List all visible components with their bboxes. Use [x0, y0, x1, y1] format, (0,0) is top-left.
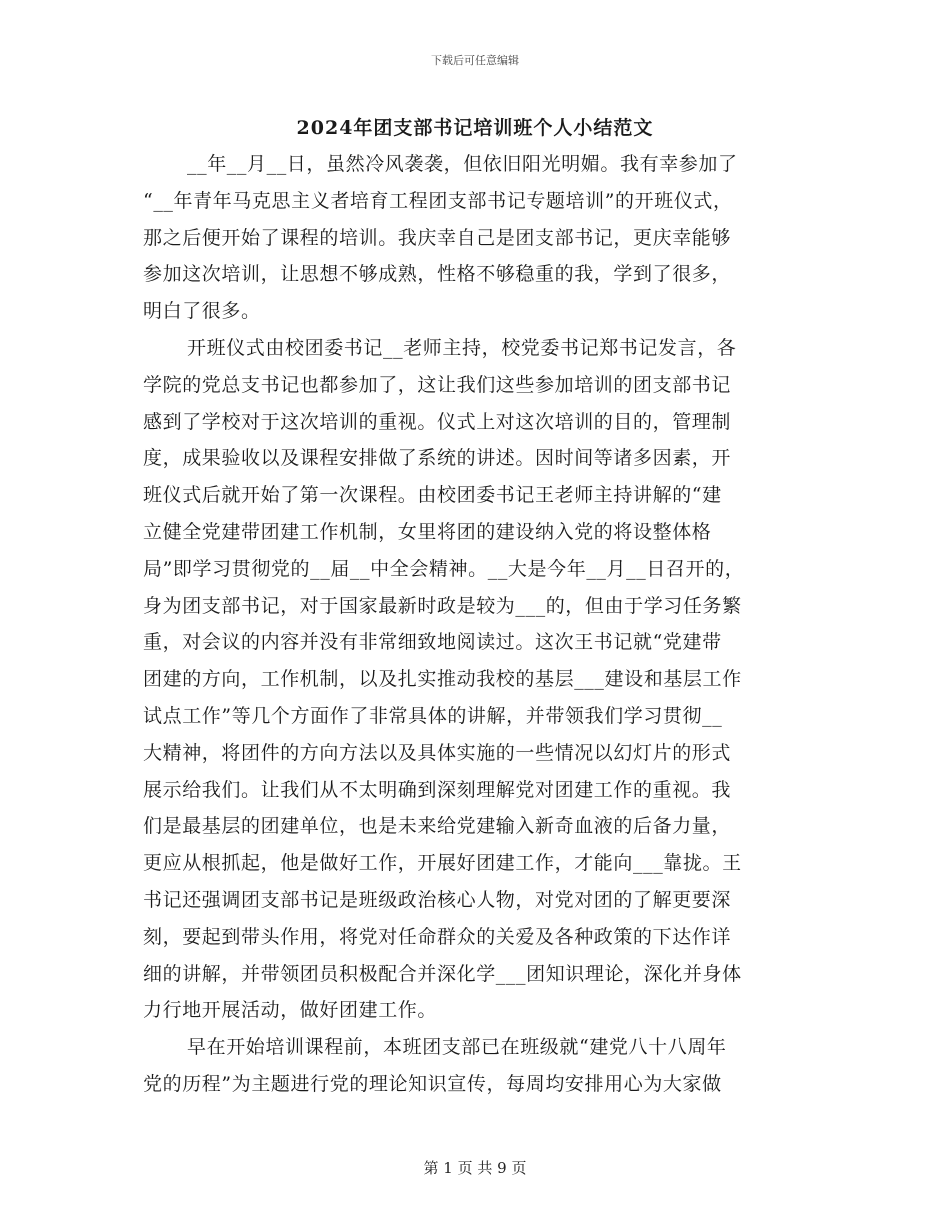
- text-line: 书记还强调团支部书记是班级政治核心人物，对党对团的了解更要深: [143, 888, 732, 911]
- text-line: 开班仪式由校团委书记__老师主持，校党委书记郑书记发言，各: [187, 336, 737, 359]
- text-line: 参加这次培训，让思想不够成熟，性格不够稳重的我，学到了很多，: [143, 263, 732, 286]
- text-line: 们是最基层的团建单位，也是未来给党建输入新奇血液的后备力量，: [143, 815, 732, 838]
- document-body: [143, 146, 813, 1103]
- text-line: 更应从根抓起，他是做好工作，开展好团建工作，才能向___靠拢。王: [143, 852, 742, 875]
- document-title: 2024年团支部书记培训班个人小结范文: [296, 117, 654, 139]
- page-number-footer: 第 1 页 共 9 页: [423, 1159, 527, 1177]
- page-header-note: 下载后可任意编辑: [431, 54, 519, 67]
- text-line: 党的历程”为主题进行党的理论知识宣传，每周均安排用心为大家做: [143, 1072, 722, 1095]
- text-line: 细的讲解，并带领团员积极配合并深化学___团知识理论，深化并身体: [143, 962, 742, 985]
- text-line: 身为团支部书记，对于国家最新时政是较为___的，但由于学习任务繁: [143, 594, 742, 617]
- text-line: 早在开始培训课程前，本班团支部已在班级就“建党八十八周年: [187, 1036, 727, 1059]
- text-line: 立健全党建带团建工作机制，女里将团的建设纳入党的将设整体格: [143, 520, 712, 543]
- text-line: 明白了很多。: [143, 300, 261, 323]
- text-line: 重，对会议的内容并没有非常细致地阅读过。这次王书记就“党建带: [143, 631, 722, 654]
- text-line: 团建的方向，工作机制，以及扎实推动我校的基层___建设和基层工作: [143, 668, 742, 691]
- text-line: 大精神，将团件的方向方法以及具体实施的一些情况以幻灯片的形式: [143, 741, 732, 764]
- text-line: 度，成果验收以及课程安排做了系统的讲述。因时间等诸多因素，开: [143, 447, 732, 470]
- text-line: 刻，要起到带头作用，将党对任命群众的关爱及各种政策的下达作详: [143, 925, 732, 948]
- text-line: 试点工作”等几个方面作了非常具体的讲解，并带领我们学习贯彻__: [143, 704, 723, 727]
- text-line: “__年青年马克思主义者培育工程团支部书记专题培训”的开班仪式，: [143, 189, 733, 212]
- text-line: __年__月__日，虽然冷风袭袭，但依旧阳光明媚。我有幸参加了: [187, 153, 738, 175]
- text-line: 班仪式后就开始了第一次课程。由校团委书记王老师主持讲解的“建: [143, 484, 722, 507]
- text-line: 学院的党总支书记也都参加了，这让我们这些参加培训的团支部书记: [143, 373, 732, 396]
- text-line: 那之后便开始了课程的培训。我庆幸自己是团支部书记，更庆幸能够: [143, 226, 732, 249]
- text-line: 局”即学习贯彻党的__届__中全会精神。__大是今年__月__日召开的，: [143, 557, 745, 580]
- text-line: 力行地开展活动，做好团建工作。: [143, 999, 438, 1022]
- text-line: 感到了学校对于这次培训的重视。仪式上对这次培训的目的，管理制: [143, 410, 732, 433]
- text-line: 展示给我们。让我们从不太明确到深刻理解党对团建工作的重视。我: [143, 778, 732, 801]
